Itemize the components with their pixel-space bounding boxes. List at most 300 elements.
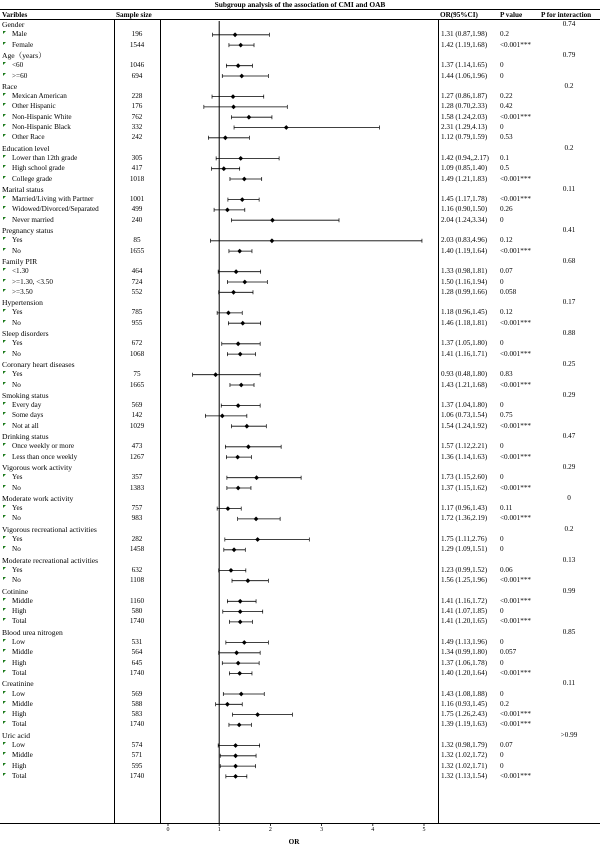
p-value: 0 [500, 71, 504, 80]
or-point-marker [233, 743, 238, 748]
p-interaction-value: 0.25 [562, 359, 576, 368]
x-axis-tick-label: 3 [320, 827, 324, 833]
header-p-value: P value [500, 11, 523, 19]
p-value: 0 [500, 638, 504, 646]
or-ci-value: 1.58 (1.24,2.03) [441, 112, 488, 121]
or-point-marker [236, 661, 241, 666]
or-ci-value: 1.75 (1.11,2.76) [441, 535, 487, 543]
p-value: 0.11 [500, 504, 513, 513]
group-label: Vigorous recreational activities [2, 524, 97, 534]
p-value: <0.001*** [500, 380, 532, 389]
group-label: Hypertension [2, 298, 43, 308]
p-value: 0 [500, 215, 504, 224]
or-point-marker [270, 218, 275, 223]
grid-line [0, 823, 600, 824]
sample-size-value: 762 [131, 112, 143, 121]
or-point-marker [284, 125, 289, 130]
or-point-marker [235, 455, 240, 460]
p-value: <0.001*** [500, 349, 532, 358]
header-variables: Varibles [2, 11, 28, 19]
sample-size-value: 588 [131, 699, 143, 708]
subgroup-label: High [12, 761, 27, 770]
group-label: Race [2, 81, 18, 91]
or-point-marker [236, 486, 241, 491]
subgroup-label: Some days [12, 411, 44, 420]
sample-size-value: 1740 [129, 668, 145, 677]
or-point-marker [240, 321, 245, 326]
sample-size-value: 983 [131, 514, 143, 523]
group-label: Family PIR [2, 256, 38, 266]
p-value: 0.12 [500, 308, 513, 317]
subgroup-label: High [12, 658, 27, 667]
sample-size-value: 305 [131, 153, 143, 162]
p-value: 0.07 [500, 267, 513, 276]
or-point-marker [231, 290, 236, 295]
subgroup-label: <1.30 [12, 267, 29, 276]
or-ci-value: 1.32 (1.02,1.72) [441, 751, 488, 760]
p-value: 0.42 [500, 102, 513, 111]
or-point-marker [254, 517, 259, 522]
p-value: 0.057 [500, 648, 517, 657]
or-ci-value: 1.57 (1.12,2.21) [441, 442, 488, 451]
sample-size-value: 757 [131, 504, 143, 513]
or-point-marker [234, 269, 239, 274]
subgroup-label: No [12, 483, 21, 492]
grid-line [0, 9, 600, 10]
subgroup-label: High [12, 710, 27, 719]
or-ci-value: 1.32 (1.02,1.71) [441, 761, 488, 770]
p-interaction-value: 0.41 [562, 226, 576, 234]
group-label: Uric acid [2, 730, 31, 740]
p-value: <0.001*** [500, 174, 532, 183]
or-point-marker [231, 94, 236, 99]
p-value: 0.26 [500, 205, 513, 214]
group-label: Age（years） [2, 50, 46, 60]
or-ci-value: 1.28 (0.70,2.33) [441, 102, 488, 111]
sample-size-value: 1740 [129, 617, 145, 626]
or-point-marker [238, 599, 243, 604]
or-ci-value: 1.45 (1.17,1.78) [441, 195, 488, 204]
or-ci-value: 1.75 (1.26,2.43) [441, 710, 488, 719]
subgroup-label: High school grade [12, 164, 65, 173]
p-value: <0.001*** [500, 576, 532, 585]
or-ci-value: 1.37 (1.06,1.78) [441, 658, 488, 667]
subgroup-label: Once weekly or more [12, 442, 75, 451]
or-point-marker [240, 197, 245, 202]
or-ci-value: 2.03 (0.83,4.96) [441, 236, 488, 245]
group-label: Smoking status [2, 390, 49, 400]
p-value: <0.001*** [500, 596, 532, 605]
or-point-marker [236, 341, 241, 346]
p-value: 0 [500, 123, 504, 131]
sample-size-value: 473 [131, 442, 143, 451]
sample-size-value: 1001 [129, 195, 145, 204]
or-point-marker [239, 74, 244, 79]
or-ci-value: 1.40 (1.19,1.64) [441, 246, 488, 255]
subgroup-label: Other Race [12, 133, 45, 142]
or-point-marker [246, 444, 251, 449]
p-value: <0.001*** [500, 421, 532, 430]
subgroup-label: Total [12, 771, 27, 780]
p-value: <0.001*** [500, 452, 532, 461]
or-ci-value: 2.04 (1.24,3.34) [441, 215, 488, 224]
p-value: 0 [500, 658, 504, 667]
subgroup-label: Yes [12, 504, 23, 513]
sample-size-value: 1740 [129, 771, 145, 780]
sample-size-value: 176 [131, 102, 143, 111]
or-ci-value: 1.42 (1.19,1.68) [441, 40, 488, 49]
sample-size-value: 499 [131, 205, 143, 214]
or-ci-value: 1.36 (1.14,1.63) [441, 452, 488, 461]
p-value: 0.5 [500, 164, 509, 173]
or-ci-value: 1.37 (1.04,1.80) [441, 401, 488, 410]
grid-line [114, 19, 115, 823]
p-value: 0 [500, 277, 504, 286]
p-value: 0.22 [500, 92, 513, 101]
sample-size-value: 85 [133, 236, 141, 245]
or-ci-value: 1.32 (1.13,1.54) [441, 771, 488, 780]
sample-size-value: 571 [131, 751, 143, 760]
subgroup-label: >=60 [12, 71, 28, 80]
subgroup-label: No [12, 246, 21, 255]
or-ci-value: 1.28 (0.99,1.66) [441, 287, 488, 296]
p-value: 0.75 [500, 411, 513, 420]
subgroup-label: Yes [12, 535, 23, 543]
subgroup-label: Non-Hispanic Black [12, 123, 71, 131]
or-ci-value: 1.49 (1.21,1.83) [441, 174, 488, 183]
sample-size-value: 240 [131, 215, 143, 224]
sample-size-value: 1740 [129, 720, 145, 729]
or-ci-value: 2.31 (1.29,4.13) [441, 123, 488, 131]
p-value: <0.001*** [500, 720, 532, 729]
or-point-marker [236, 403, 241, 408]
subgroup-label: Yes [12, 308, 23, 317]
or-ci-value: 1.29 (1.09,1.51) [441, 545, 488, 554]
sample-size-value: 595 [131, 761, 143, 770]
subgroup-label: Middle [12, 699, 33, 708]
or-ci-value: 1.09 (0.85,1.40) [441, 164, 488, 173]
p-interaction-value: 0.47 [562, 432, 576, 440]
p-value: 0 [500, 339, 504, 348]
subgroup-label: Middle [12, 751, 33, 760]
subgroup-label: Widowed/Divorced/Separated [12, 205, 99, 214]
or-point-marker [220, 414, 225, 419]
group-label: Cotinine [2, 586, 29, 596]
p-interaction-value: 0.29 [562, 390, 576, 399]
or-ci-value: 1.40 (1.20,1.64) [441, 668, 488, 677]
or-point-marker [223, 135, 228, 140]
p-interaction-value: 0.68 [562, 256, 576, 265]
or-ci-value: 1.41 (1.16,1.71) [441, 349, 488, 358]
p-value: <0.001*** [500, 318, 532, 327]
subgroup-label: High [12, 607, 27, 616]
sample-size-value: 564 [131, 648, 143, 657]
or-point-marker [233, 774, 238, 779]
subgroup-label: Middle [12, 648, 33, 657]
or-ci-value: 0.93 (0.48,1.80) [441, 370, 488, 379]
or-ci-value: 1.41 (1.16,1.72) [441, 596, 488, 605]
or-point-marker [244, 424, 249, 429]
subgroup-label: Yes [12, 370, 23, 379]
x-axis-tick-label: 0 [166, 827, 170, 833]
p-value: 0 [500, 473, 504, 482]
or-ci-value: 1.54 (1.24,1.92) [441, 421, 488, 430]
or-ci-value: 1.39 (1.19,1.63) [441, 720, 488, 729]
p-value: <0.001*** [500, 195, 532, 204]
p-value: 0 [500, 689, 504, 698]
or-point-marker [255, 537, 260, 542]
subgroup-label: Less than once weekly [12, 452, 78, 461]
or-ci-value: 1.17 (0.96,1.43) [441, 504, 488, 513]
p-interaction-value: 0.29 [562, 462, 576, 471]
sample-size-value: 955 [131, 318, 143, 327]
or-point-marker [213, 372, 218, 377]
x-axis-tick-label: 1 [217, 827, 221, 833]
or-point-marker [254, 475, 259, 480]
p-value: 0.2 [500, 30, 509, 39]
or-point-marker [226, 311, 231, 316]
p-interaction-value: 0.2 [564, 143, 574, 152]
or-point-marker [242, 280, 247, 285]
subgroup-label: College grade [12, 174, 53, 183]
or-ci-value: 1.33 (0.98,1.81) [441, 267, 488, 276]
subgroup-label: >=1.30, <3.50 [12, 277, 53, 286]
or-ci-value: 1.18 (0.96,1.45) [441, 308, 488, 317]
sample-size-value: 1160 [129, 596, 145, 605]
or-ci-value: 1.41 (1.20,1.65) [441, 617, 488, 626]
sample-size-value: 242 [131, 133, 143, 142]
p-value: 0.53 [500, 133, 513, 142]
subgroup-label: Female [12, 40, 34, 49]
sample-size-value: 569 [131, 689, 143, 698]
p-value: 0.83 [500, 370, 513, 379]
p-interaction-value: 0.79 [562, 50, 576, 59]
sample-size-value: 332 [131, 123, 143, 131]
or-point-marker [225, 702, 230, 707]
group-label: Education level [2, 143, 50, 153]
p-interaction-value: 0.88 [562, 329, 576, 337]
or-ci-value: 1.12 (0.79,1.59) [441, 133, 488, 142]
subgroup-label: Every day [12, 401, 42, 410]
sample-size-value: 417 [131, 164, 143, 173]
sample-size-value: 1267 [129, 452, 145, 461]
p-value: <0.001*** [500, 112, 532, 121]
group-label: Moderate work activity [2, 493, 74, 503]
or-point-marker [238, 609, 243, 614]
sample-size-value: 1458 [129, 545, 145, 554]
or-ci-value: 1.27 (0.86,1.87) [441, 92, 488, 101]
p-value: 0 [500, 761, 504, 770]
group-label: Pregnancy status [2, 226, 54, 235]
or-ci-value: 1.37 (1.14,1.65) [441, 61, 488, 70]
or-point-marker [246, 115, 251, 120]
p-value: 0 [500, 401, 504, 410]
p-value: 0 [500, 535, 504, 543]
p-value: 0.07 [500, 741, 513, 749]
sample-size-value: 464 [131, 267, 143, 276]
subgroup-label: Total [12, 720, 27, 729]
grid-line [0, 19, 600, 20]
or-point-marker [231, 105, 236, 110]
or-point-marker [238, 156, 243, 161]
subgroup-label: Low [12, 689, 26, 698]
subgroup-label: Yes [12, 236, 23, 245]
grid-line [160, 19, 161, 823]
or-point-marker [238, 43, 243, 48]
sample-size-value: 142 [131, 411, 143, 420]
p-value: <0.001*** [500, 710, 532, 719]
p-interaction-value: 0.17 [562, 298, 576, 307]
x-axis-tick-label: 4 [371, 827, 375, 833]
or-point-marker [242, 640, 247, 645]
sample-size-value: 552 [131, 287, 143, 296]
p-value: <0.001*** [500, 617, 532, 626]
sample-size-value: 75 [133, 370, 141, 379]
or-point-marker [233, 753, 238, 758]
or-ci-value: 1.46 (1.18,1.81) [441, 318, 488, 327]
or-ci-value: 1.41 (1.07,1.85) [441, 607, 488, 616]
sample-size-value: 580 [131, 607, 143, 616]
group-label: Gender [2, 20, 25, 29]
subgroup-label: Married/Living with Partner [12, 195, 94, 204]
subgroup-label: Lower than 12th grade [12, 153, 78, 162]
subgroup-label: Yes [12, 339, 23, 348]
or-point-marker [236, 63, 241, 68]
sample-size-value: 694 [131, 71, 143, 80]
sample-size-value: 196 [131, 30, 143, 39]
or-ci-value: 1.73 (1.15,2.60) [441, 473, 488, 482]
subgroup-label: Middle [12, 596, 33, 605]
or-ci-value: 1.32 (0.98,1.79) [441, 741, 488, 749]
sample-size-value: 1665 [129, 380, 145, 389]
group-label: Sleep disorders [2, 329, 49, 338]
or-point-marker [237, 671, 242, 676]
p-value: 0 [500, 61, 504, 70]
or-point-marker [225, 208, 230, 213]
sample-size-value: 1544 [129, 40, 145, 49]
p-value: 0 [500, 442, 504, 451]
subgroup-label: No [12, 576, 21, 585]
or-ci-value: 1.34 (0.99,1.80) [441, 648, 488, 657]
or-ci-value: 1.56 (1.25,1.96) [441, 576, 488, 585]
or-point-marker [238, 620, 243, 625]
p-interaction-value: 0.74 [562, 20, 576, 28]
or-ci-value: 1.43 (1.21,1.68) [441, 380, 488, 389]
p-value: 0 [500, 545, 504, 554]
p-value: 0 [500, 751, 504, 760]
or-point-marker [245, 578, 250, 583]
or-ci-value: 1.37 (1.15,1.62) [441, 483, 488, 492]
sample-size-value: 531 [131, 638, 143, 646]
or-ci-value: 1.49 (1.13,1.96) [441, 638, 488, 646]
sample-size-value: 228 [131, 92, 143, 101]
or-point-marker [234, 650, 239, 655]
p-interaction-value: 0.2 [564, 81, 574, 90]
p-interaction-value: 0.85 [562, 627, 576, 636]
group-label: Marital status [2, 184, 44, 194]
subgroup-label: No [12, 514, 21, 523]
or-point-marker [226, 506, 231, 511]
p-interaction-value: 0.11 [562, 679, 576, 688]
sample-size-value: 724 [131, 277, 143, 286]
p-value: <0.001*** [500, 246, 532, 255]
sample-size-value: 632 [131, 565, 143, 574]
group-label: Drinking status [2, 432, 49, 441]
sample-size-value: 357 [131, 473, 143, 482]
p-value: 0 [500, 607, 504, 616]
p-value: <0.001*** [500, 40, 532, 49]
subgroup-label: No [12, 349, 21, 358]
subgroup-label: Not at all [12, 421, 39, 430]
or-ci-value: 1.43 (1.08,1.88) [441, 689, 488, 698]
header-or-ci: OR(95%CI) [440, 11, 478, 19]
p-interaction-value: 0.11 [562, 184, 576, 193]
or-ci-value: 1.06 (0.73,1.54) [441, 411, 488, 420]
or-ci-value: 1.37 (1.05,1.80) [441, 339, 488, 348]
subgroup-label: No [12, 380, 21, 389]
p-value: 0.2 [500, 699, 509, 708]
or-ci-value: 1.72 (1.36,2.19) [441, 514, 488, 523]
sample-size-value: 583 [131, 710, 143, 719]
sample-size-value: 672 [131, 339, 143, 348]
or-point-marker [270, 238, 275, 243]
group-label: Blood urea nitrogen [2, 627, 63, 637]
or-point-marker [233, 32, 238, 37]
or-point-marker [255, 712, 260, 717]
p-interaction-value: 0.2 [564, 524, 574, 533]
sample-size-value: 785 [131, 308, 143, 317]
or-ci-value: 1.16 (0.93,1.45) [441, 699, 488, 708]
group-label: Vigorous work activity [2, 462, 72, 472]
or-point-marker [233, 764, 238, 769]
or-ci-value: 1.42 (0.94,,2.17) [441, 153, 489, 162]
subgroup-label: Other Hispanic [12, 102, 56, 111]
p-value: <0.001*** [500, 668, 532, 677]
sample-size-value: 1029 [129, 421, 145, 430]
p-interaction-value: 0 [567, 493, 571, 502]
p-value: <0.001*** [500, 771, 532, 780]
p-value: 0.06 [500, 565, 513, 574]
or-point-marker [221, 166, 226, 171]
or-point-marker [232, 547, 237, 552]
or-ci-value: 1.31 (0.87,1.98) [441, 30, 488, 39]
subgroup-label: No [12, 545, 21, 554]
sample-size-value: 569 [131, 401, 143, 410]
sample-size-value: 1018 [129, 174, 145, 183]
sample-size-value: 282 [131, 535, 143, 543]
p-value: 0.058 [500, 287, 517, 296]
subgroup-label: Never married [12, 215, 54, 224]
group-label: Coronary heart diseases [2, 359, 75, 369]
x-axis-tick-label: 2 [268, 827, 272, 833]
subgroup-label: Total [12, 668, 27, 677]
or-point-marker [242, 177, 247, 182]
subgroup-label: Mexican American [12, 92, 67, 101]
p-interaction-value: 0.99 [562, 586, 576, 595]
p-value: 0.1 [500, 153, 509, 162]
sample-size-value: 645 [131, 658, 143, 667]
group-label: Moderate recreational activities [2, 555, 99, 565]
or-point-marker [239, 383, 244, 388]
or-ci-value: 1.50 (1.16,1.94) [441, 277, 488, 286]
or-point-marker [239, 692, 244, 697]
group-label: Creatinine [2, 679, 34, 689]
subgroup-label: Yes [12, 565, 23, 574]
p-interaction-value: >0.99 [560, 730, 578, 739]
subgroup-label: Non-Hispanic White [12, 112, 72, 121]
or-ci-value: 1.44 (1.06,1.96) [441, 71, 488, 80]
or-ci-value: 1.16 (0.90,1.50) [441, 205, 488, 214]
